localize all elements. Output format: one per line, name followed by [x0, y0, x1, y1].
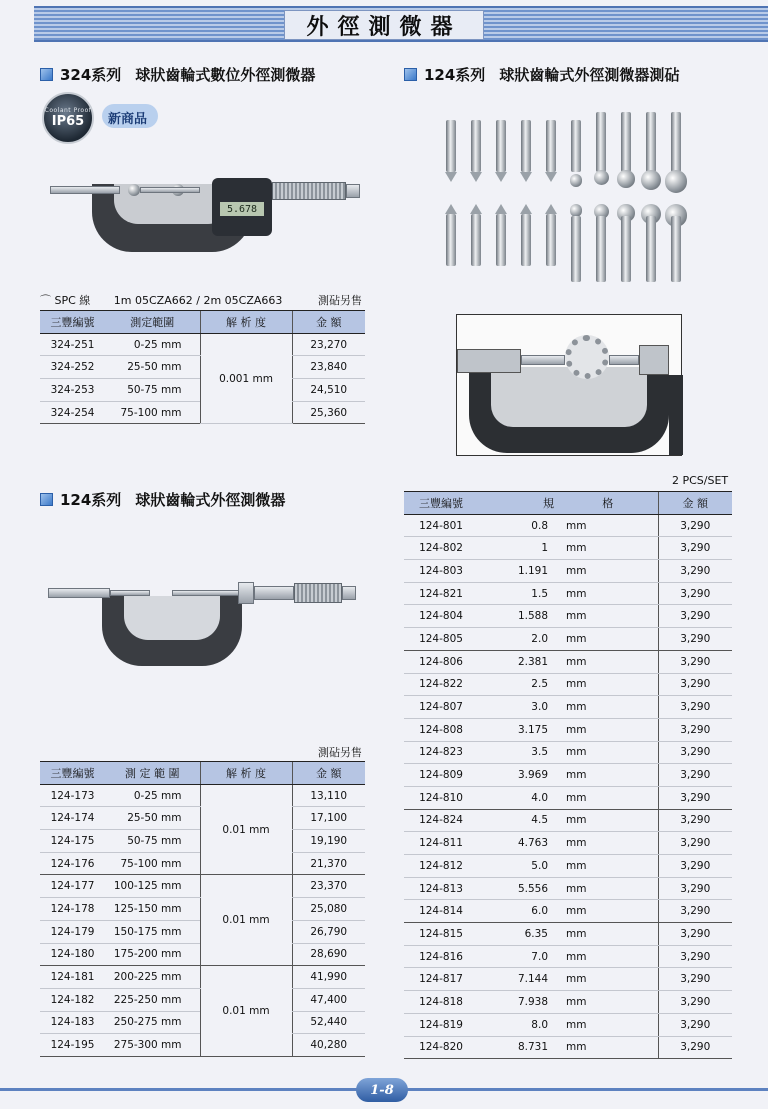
code-cell: 124-824	[404, 809, 478, 832]
anvil-pin-icon	[446, 120, 456, 172]
price-cell: 3,290	[658, 718, 732, 741]
code-cell: 124-820	[404, 1036, 478, 1059]
size-cell: 3.0	[478, 696, 558, 719]
code-cell: 324-251	[40, 333, 105, 356]
price-cell: 25,360	[292, 401, 365, 424]
table-row	[404, 718, 732, 741]
price-cell: 3,290	[658, 900, 732, 923]
size-cell: 8.0	[478, 1013, 558, 1036]
unit-cell: mm	[558, 968, 658, 991]
series-label: 324系列	[60, 66, 122, 84]
size-cell: 1.5	[478, 582, 558, 605]
unit-cell: mm	[558, 696, 658, 719]
cone-tip-icon	[495, 204, 507, 214]
size-cell: 7.0	[478, 945, 558, 968]
unit-cell: mm	[558, 877, 658, 900]
price-cell: 3,290	[658, 832, 732, 855]
lcd-screen: 5.678	[220, 202, 264, 216]
anvil-closeup-photo	[456, 314, 682, 456]
gear-workpiece-icon	[565, 335, 609, 379]
size-cell: 2.381	[478, 650, 558, 673]
table-row	[404, 991, 732, 1014]
unit-cell: mm	[558, 582, 658, 605]
price-cell: 40,280	[292, 1034, 365, 1057]
spc-cable-line	[40, 292, 282, 308]
range-cell: 50-75 mm	[105, 379, 200, 402]
code-cell: 124-819	[404, 1013, 478, 1036]
price-cell: 3,290	[658, 650, 732, 673]
price-cell: 21,370	[292, 852, 365, 875]
size-cell: 7.938	[478, 991, 558, 1014]
range-cell: 200-225 mm	[105, 966, 200, 989]
table-row	[404, 696, 732, 719]
table-row	[404, 923, 732, 946]
price-cell: 3,290	[658, 696, 732, 719]
price-cell: 3,290	[658, 809, 732, 832]
code-cell: 124-816	[404, 945, 478, 968]
badge-arc-text: Coolant Proof	[44, 107, 92, 114]
code-cell: 124-183	[40, 1011, 105, 1034]
table-row	[404, 650, 732, 673]
table-row	[404, 514, 732, 537]
code-cell: 124-812	[404, 855, 478, 878]
resolution-cell: 0.01 mm	[200, 875, 292, 966]
size-cell: 4.5	[478, 809, 558, 832]
price-cell: 3,290	[658, 855, 732, 878]
price-cell: 3,290	[658, 991, 732, 1014]
anvil-set-image	[440, 116, 700, 286]
price-cell: 3,290	[658, 605, 732, 628]
range-cell: 75-100 mm	[105, 852, 200, 875]
price-cell: 17,100	[292, 807, 365, 830]
section-bullet-icon	[404, 68, 417, 81]
unit-cell: mm	[558, 514, 658, 537]
range-cell: 75-100 mm	[105, 401, 200, 424]
price-cell: 24,510	[292, 379, 365, 402]
anvil-pin	[521, 355, 565, 365]
unit-cell: mm	[558, 560, 658, 583]
size-cell: 8.731	[478, 1036, 558, 1059]
table-row	[404, 1036, 732, 1059]
range-cell: 0-25 mm	[105, 333, 200, 356]
code-cell: 124-817	[404, 968, 478, 991]
range-cell: 225-250 mm	[105, 988, 200, 1011]
price-cell: 26,790	[292, 920, 365, 943]
resolution-cell: 0.001 mm	[200, 333, 292, 424]
code-cell: 124-811	[404, 832, 478, 855]
price-cell: 47,400	[292, 988, 365, 1011]
anvil-pin-icon	[671, 216, 681, 282]
section-bullet-icon	[40, 493, 53, 506]
range-cell: 250-275 mm	[105, 1011, 200, 1034]
price-cell: 3,290	[658, 1013, 732, 1036]
table-row	[404, 945, 732, 968]
code-cell: 124-803	[404, 560, 478, 583]
code-cell: 124-809	[404, 764, 478, 787]
cone-tip-icon	[470, 204, 482, 214]
unit-cell: mm	[558, 1036, 658, 1059]
col-header-range: 測 定 範 圍	[105, 762, 200, 785]
size-cell: 3.5	[478, 741, 558, 764]
price-cell: 25,080	[292, 898, 365, 921]
table-row	[40, 966, 365, 989]
sleeve	[254, 586, 294, 600]
code-cell: 124-818	[404, 991, 478, 1014]
price-cell: 52,440	[292, 1011, 365, 1034]
cone-tip-icon	[470, 172, 482, 182]
table-body	[404, 514, 732, 1059]
range-cell: 50-75 mm	[105, 830, 200, 853]
price-cell: 23,840	[292, 356, 365, 379]
section-title: 球狀齒輪式數位外徑測微器	[135, 66, 316, 84]
frame-inner-closeup	[491, 367, 647, 427]
section-title: 球狀齒輪式外徑測微器測砧	[499, 66, 680, 84]
unit-cell: mm	[558, 1013, 658, 1036]
size-cell: 1	[478, 537, 558, 560]
unit-cell: mm	[558, 764, 658, 787]
scale-strip	[669, 375, 683, 455]
anvil-sold-separately-note: 測砧另售	[318, 746, 362, 759]
digital-micrometer-image	[40, 172, 370, 262]
ball-tip-icon	[665, 170, 688, 193]
badge-ip-text: IP65	[51, 114, 85, 129]
cone-tip-icon	[445, 172, 457, 182]
code-cell: 324-252	[40, 356, 105, 379]
anvil-rod	[48, 588, 110, 598]
unit-cell: mm	[558, 628, 658, 651]
table-row	[404, 1013, 732, 1036]
size-cell: 2.0	[478, 628, 558, 651]
spindle-pin	[609, 355, 639, 365]
ball-tip-icon	[617, 170, 635, 188]
anvil-pin-icon	[446, 214, 456, 266]
size-cell: 5.0	[478, 855, 558, 878]
resolution-cell: 0.01 mm	[200, 784, 292, 875]
unit-cell: mm	[558, 945, 658, 968]
col-header-spec-2: 格	[558, 492, 658, 515]
anvil-pin-icon	[596, 216, 606, 282]
series-label: 124系列	[60, 491, 122, 509]
unit-cell: mm	[558, 923, 658, 946]
table-124-anvil	[404, 491, 732, 1059]
price-cell: 3,290	[658, 537, 732, 560]
cone-tip-icon	[520, 204, 532, 214]
price-cell: 3,290	[658, 968, 732, 991]
table-row	[40, 784, 365, 807]
anvil-pin-icon	[646, 112, 656, 172]
anvil-pin-icon	[471, 214, 481, 266]
series-label: 124系列	[424, 66, 486, 84]
unit-cell: mm	[558, 718, 658, 741]
code-cell: 124-181	[40, 966, 105, 989]
col-header-code: 三豐編號	[40, 762, 105, 785]
table-row	[40, 875, 365, 898]
col-header-range: 測定範圍	[105, 311, 200, 334]
range-cell: 0-25 mm	[105, 784, 200, 807]
col-header-price: 金 額	[292, 762, 365, 785]
price-cell: 3,290	[658, 764, 732, 787]
price-cell: 41,990	[292, 966, 365, 989]
code-cell: 124-821	[404, 582, 478, 605]
size-cell: 2.5	[478, 673, 558, 696]
table-row	[404, 809, 732, 832]
unit-cell: mm	[558, 605, 658, 628]
price-cell: 3,290	[658, 514, 732, 537]
code-cell: 124-815	[404, 923, 478, 946]
col-header-resolution: 解 析 度	[200, 762, 292, 785]
cable-icon: ⌒	[40, 294, 51, 307]
size-cell: 4.763	[478, 832, 558, 855]
spindle-holder	[639, 345, 669, 375]
size-cell: 1.588	[478, 605, 558, 628]
anvil-pin-icon	[546, 214, 556, 266]
section-title: 球狀齒輪式外徑測微器	[135, 491, 286, 509]
price-cell: 3,290	[658, 673, 732, 696]
spindle-rod	[172, 590, 242, 596]
ball-tip-icon	[594, 170, 609, 185]
price-cell: 3,290	[658, 741, 732, 764]
code-cell: 124-807	[404, 696, 478, 719]
code-cell: 124-175	[40, 830, 105, 853]
size-cell: 3.969	[478, 764, 558, 787]
unit-cell: mm	[558, 786, 658, 809]
col-header-code: 三豐編號	[404, 492, 478, 515]
section-bullet-icon	[40, 68, 53, 81]
code-cell: 124-802	[404, 537, 478, 560]
size-cell: 7.144	[478, 968, 558, 991]
spindle-rod	[140, 187, 200, 193]
size-cell: 6.35	[478, 923, 558, 946]
anvil-pin-icon	[596, 112, 606, 172]
anvil-pin-icon	[621, 216, 631, 282]
unit-cell: mm	[558, 741, 658, 764]
code-cell: 124-814	[404, 900, 478, 923]
code-cell: 124-180	[40, 943, 105, 966]
anvil-pin-icon	[521, 120, 531, 172]
spc-cable-codes: 1m 05CZA662 / 2m 05CZA663	[113, 294, 283, 307]
unit-cell: mm	[558, 832, 658, 855]
code-cell: 124-804	[404, 605, 478, 628]
unit-cell: mm	[558, 900, 658, 923]
table-124-micrometer	[40, 761, 365, 1057]
anvil-pin-icon	[471, 120, 481, 172]
unit-cell: mm	[558, 855, 658, 878]
table-row	[404, 537, 732, 560]
new-product-label: 新商品	[108, 108, 147, 127]
code-cell: 124-195	[40, 1034, 105, 1057]
unit-cell: mm	[558, 809, 658, 832]
anvil-pin-icon	[671, 112, 681, 172]
thimble	[272, 182, 346, 200]
range-cell: 175-200 mm	[105, 943, 200, 966]
ball-tip-icon	[570, 204, 583, 217]
anvil-pin-icon	[496, 214, 506, 266]
price-cell: 3,290	[658, 560, 732, 583]
cone-tip-icon	[520, 172, 532, 182]
range-cell: 125-150 mm	[105, 898, 200, 921]
table-row	[404, 741, 732, 764]
anvil-pin-icon	[546, 120, 556, 172]
table-body	[40, 784, 365, 1056]
anvil-pin-icon	[571, 120, 581, 172]
price-cell: 3,290	[658, 923, 732, 946]
table-row	[404, 832, 732, 855]
anvil-pin-icon	[496, 120, 506, 172]
size-cell: 6.0	[478, 900, 558, 923]
anvil-pin-icon	[646, 216, 656, 282]
ratchet	[342, 586, 356, 600]
code-cell: 124-176	[40, 852, 105, 875]
code-cell: 124-177	[40, 875, 105, 898]
unit-cell: mm	[558, 537, 658, 560]
range-cell: 25-50 mm	[105, 807, 200, 830]
code-cell: 124-806	[404, 650, 478, 673]
price-cell: 23,370	[292, 875, 365, 898]
price-cell: 13,110	[292, 784, 365, 807]
section-124-micrometer-heading	[40, 489, 285, 510]
thimble	[294, 583, 342, 603]
size-cell: 1.191	[478, 560, 558, 583]
table-324	[40, 310, 365, 424]
section-124-anvil-heading	[404, 64, 679, 85]
table-row	[404, 900, 732, 923]
anvil-pin-icon	[571, 216, 581, 282]
code-cell: 124-808	[404, 718, 478, 741]
code-cell: 124-810	[404, 786, 478, 809]
price-cell: 3,290	[658, 786, 732, 809]
anvil-rod	[50, 186, 120, 194]
code-cell: 124-178	[40, 898, 105, 921]
table-row	[404, 628, 732, 651]
col-header-resolution: 解 析 度	[200, 311, 292, 334]
unit-cell: mm	[558, 650, 658, 673]
page-title: 外徑測微器	[284, 10, 484, 40]
unit-cell: mm	[558, 673, 658, 696]
cone-tip-icon	[445, 204, 457, 214]
size-cell: 5.556	[478, 877, 558, 900]
ball-tip-icon	[641, 170, 661, 190]
range-cell: 25-50 mm	[105, 356, 200, 379]
col-header-price: 金 額	[658, 492, 732, 515]
code-cell: 124-179	[40, 920, 105, 943]
col-header-price: 金 額	[292, 311, 365, 334]
resolution-cell: 0.01 mm	[200, 966, 292, 1057]
code-cell: 124-182	[40, 988, 105, 1011]
unit-cell: mm	[558, 991, 658, 1014]
code-cell: 124-801	[404, 514, 478, 537]
code-cell: 124-805	[404, 628, 478, 651]
table-row	[40, 333, 365, 356]
spc-cable-label: SPC 線	[54, 294, 91, 307]
col-header-spec-1: 規	[478, 492, 558, 515]
anvil-holder	[457, 349, 521, 373]
anvil-sold-separately-note: 測砧另售	[318, 294, 362, 307]
col-header-code: 三豐編號	[40, 311, 105, 334]
range-cell: 100-125 mm	[105, 875, 200, 898]
table-row	[404, 673, 732, 696]
code-cell: 124-174	[40, 807, 105, 830]
table-row	[404, 786, 732, 809]
gear-micrometer-image	[42, 576, 362, 672]
set-note: 2 PCS/SET	[672, 474, 729, 487]
price-cell: 23,270	[292, 333, 365, 356]
price-cell: 28,690	[292, 943, 365, 966]
code-cell: 324-253	[40, 379, 105, 402]
table-row	[404, 582, 732, 605]
ball-tip-icon	[570, 174, 583, 187]
page-number: 1-8	[356, 1078, 408, 1102]
price-cell: 3,290	[658, 877, 732, 900]
price-cell: 19,190	[292, 830, 365, 853]
table-row	[404, 605, 732, 628]
code-cell: 324-254	[40, 401, 105, 424]
range-cell: 150-175 mm	[105, 920, 200, 943]
anvil-pin-icon	[521, 214, 531, 266]
cone-tip-icon	[545, 204, 557, 214]
range-cell: 275-300 mm	[105, 1034, 200, 1057]
anvil-tip	[110, 590, 150, 596]
table-row	[404, 877, 732, 900]
ball-anvil	[128, 184, 140, 196]
sleeve-clamp	[238, 582, 254, 604]
table-row	[404, 560, 732, 583]
section-324-heading	[40, 64, 315, 85]
frame-inner	[124, 596, 220, 640]
table-row	[404, 764, 732, 787]
size-cell: 4.0	[478, 786, 558, 809]
code-cell: 124-173	[40, 784, 105, 807]
price-cell: 3,290	[658, 628, 732, 651]
code-cell: 124-822	[404, 673, 478, 696]
size-cell: 3.175	[478, 718, 558, 741]
coolant-proof-badge-icon	[42, 92, 94, 144]
table-row	[404, 968, 732, 991]
anvil-pin-icon	[621, 112, 631, 172]
price-cell: 3,290	[658, 582, 732, 605]
price-cell: 3,290	[658, 1036, 732, 1059]
cone-tip-icon	[545, 172, 557, 182]
code-cell: 124-823	[404, 741, 478, 764]
table-row	[404, 855, 732, 878]
price-cell: 3,290	[658, 945, 732, 968]
ratchet	[346, 184, 360, 198]
code-cell: 124-813	[404, 877, 478, 900]
cone-tip-icon	[495, 172, 507, 182]
size-cell: 0.8	[478, 514, 558, 537]
